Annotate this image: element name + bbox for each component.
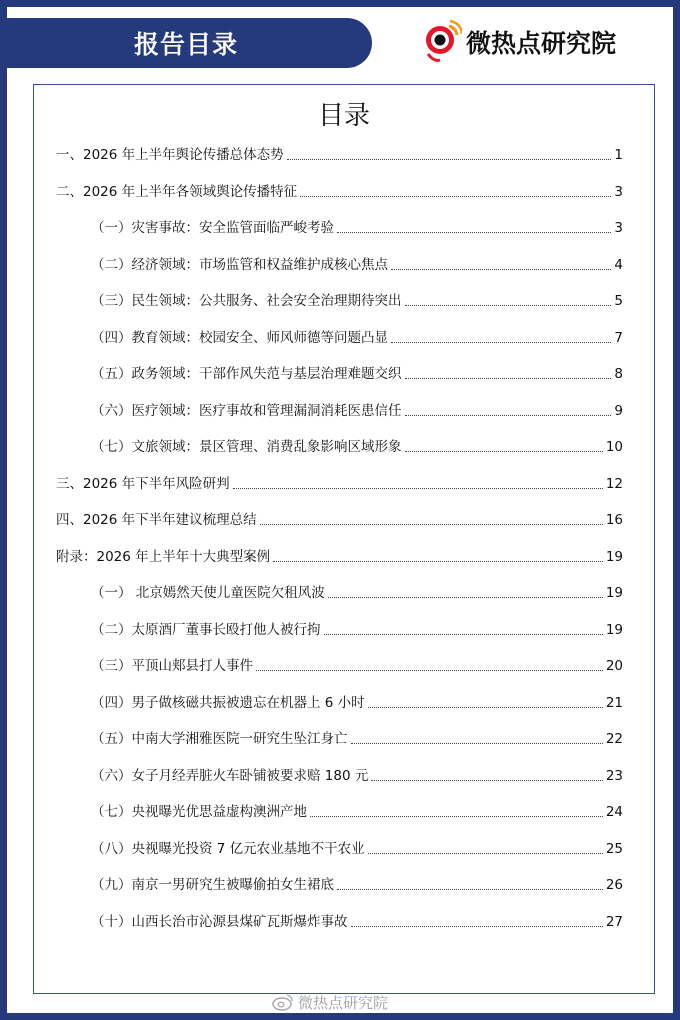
- toc-entry-label: （五）政务领域：干部作风失范与基层治理难题交织: [91, 366, 402, 382]
- toc-entry-page: 3: [614, 220, 623, 236]
- toc-leader-dots: [233, 488, 603, 489]
- toc-entry[interactable]: [91, 729, 623, 749]
- toc-entry[interactable]: [91, 766, 623, 786]
- header-tab: [0, 18, 372, 68]
- toc-entry[interactable]: [56, 474, 623, 494]
- toc-entry-page: 20: [605, 658, 623, 674]
- toc-entry-page: 10: [605, 439, 623, 455]
- toc-entry-page: 19: [605, 621, 623, 638]
- toc-entry-page: 9: [614, 402, 623, 419]
- header-title: 报告目录: [133, 30, 238, 59]
- toc-entry-label: （五）中南大学湘雅医院一研究生坠江身亡: [91, 731, 348, 747]
- toc-leader-dots: [391, 342, 611, 343]
- toc-leader-dots: [368, 707, 603, 708]
- watermark-text: 微热点研究院: [298, 993, 389, 1012]
- toc-entry-label: （三）平顶山郏县打人事件: [91, 658, 253, 674]
- toc-entry-label: 四、2026 年下半年建议梳理总结: [56, 512, 257, 528]
- toc-entry[interactable]: [56, 547, 623, 567]
- toc-entry-label: （一） 北京嫣然天使儿童医院欠租风波: [91, 585, 325, 601]
- toc-leader-dots: [324, 634, 603, 635]
- toc-entry-label: （四）教育领域：校园安全、师风师德等问题凸显: [91, 329, 388, 346]
- toc-leader-dots: [287, 159, 612, 160]
- toc-entry[interactable]: [56, 145, 623, 165]
- toc-leader-dots: [405, 305, 612, 306]
- toc-leader-dots: [337, 889, 603, 890]
- toc-entry-page: 8: [614, 366, 623, 382]
- toc-leader-dots: [328, 597, 603, 598]
- toc-entry-label: （四）男子做核磁共振被遗忘在机器上 6 小时: [91, 694, 365, 711]
- toc-entry-page: 19: [605, 548, 623, 565]
- watermark: [272, 990, 388, 1014]
- toc-entry-label: （九）南京一男研究生被曝偷拍女生裙底: [91, 877, 334, 893]
- toc-entry[interactable]: [91, 656, 623, 676]
- toc-entry[interactable]: [91, 839, 623, 859]
- toc-entry-page: 19: [605, 585, 623, 601]
- toc-entry-label: （二）经济领域：市场监管和权益维护成核心焦点: [91, 256, 388, 273]
- toc-entry[interactable]: [91, 620, 623, 640]
- toc-entry-label: 二、2026 年上半年各领域舆论传播特征: [56, 183, 298, 200]
- toc-entry-page: 1: [614, 147, 623, 163]
- weibo-eye-logo-icon: [422, 20, 462, 64]
- toc-entry-label: （七）央视曝光优思益虚构澳洲产地: [91, 804, 307, 820]
- toc-leader-dots: [405, 378, 612, 379]
- toc-entry-label: 一、2026 年上半年舆论传播总体态势: [56, 147, 284, 163]
- toc-entry-page: 21: [605, 694, 623, 711]
- toc-entry-page: 5: [614, 293, 623, 309]
- brand-name: 微热点研究院: [466, 29, 617, 58]
- brand: [422, 20, 616, 64]
- toc-entry[interactable]: [91, 802, 623, 822]
- toc-panel: [33, 84, 655, 994]
- toc-leader-dots: [405, 415, 612, 416]
- toc-entry-label: （六）女子月经弄脏火车卧铺被要求赔 180 元: [91, 767, 369, 784]
- toc-entry-page: 22: [605, 731, 623, 747]
- toc-entry-page: 4: [614, 256, 623, 273]
- toc-entry[interactable]: [91, 583, 623, 603]
- toc-entry-page: 24: [605, 804, 623, 820]
- toc-entry-page: 27: [605, 913, 623, 930]
- toc-entry[interactable]: [91, 401, 623, 421]
- toc-entry-page: 16: [605, 512, 623, 528]
- toc-entry-page: 3: [614, 183, 623, 200]
- toc-entry-label: 附录：2026 年上半年十大典型案例: [56, 548, 271, 565]
- toc-entry[interactable]: [91, 364, 623, 384]
- toc-entry-page: 25: [605, 840, 623, 857]
- toc-entry-label: （七）文旅领域：景区管理、消费乱象影响区域形象: [91, 439, 402, 455]
- toc-entry-page: 23: [605, 767, 623, 784]
- toc-entry[interactable]: [56, 510, 623, 530]
- toc-leader-dots: [310, 816, 603, 817]
- toc-leader-dots: [405, 451, 603, 452]
- toc-leader-dots: [351, 743, 603, 744]
- toc-leader-dots: [256, 670, 603, 671]
- toc-entry-label: （一）灾害事故：安全监管面临严峻考验: [91, 220, 334, 236]
- toc-entry-label: 三、2026 年下半年风险研判: [56, 475, 230, 492]
- toc-leader-dots: [337, 232, 611, 233]
- toc-leader-dots: [371, 780, 602, 781]
- toc-leader-dots: [260, 524, 603, 525]
- toc-leader-dots: [391, 269, 611, 270]
- toc-entry-page: 12: [605, 475, 623, 492]
- toc-leader-dots: [300, 196, 611, 197]
- toc-entry[interactable]: [91, 291, 623, 311]
- toc-entry-label: （十）山西长治市沁源县煤矿瓦斯爆炸事故: [91, 913, 348, 930]
- weibo-watermark-icon: [272, 993, 294, 1011]
- toc-entry[interactable]: [91, 912, 623, 932]
- toc-entry[interactable]: [91, 437, 623, 457]
- toc-title: 目录: [317, 101, 370, 131]
- toc-entry-label: （三）民生领域：公共服务、社会安全治理期待突出: [91, 293, 402, 309]
- toc-leader-dots: [368, 853, 603, 854]
- toc-entry[interactable]: [91, 255, 623, 275]
- toc-entry[interactable]: [56, 182, 623, 202]
- toc-entry[interactable]: [91, 693, 623, 713]
- toc-entry-page: 7: [614, 329, 623, 346]
- toc-entry-label: （八）央视曝光投资 7 亿元农业基地不干农业: [91, 840, 365, 857]
- toc-entry-label: （六）医疗领域：医疗事故和管理漏洞消耗医患信任: [91, 402, 402, 419]
- toc-entry-label: （二）太原酒厂董事长殴打他人被行拘: [91, 621, 321, 638]
- toc-entry[interactable]: [91, 875, 623, 895]
- toc-entry-page: 26: [605, 877, 623, 893]
- toc-entry[interactable]: [91, 328, 623, 348]
- toc-leader-dots: [351, 926, 603, 927]
- toc-entry[interactable]: [91, 218, 623, 238]
- toc-leader-dots: [273, 561, 603, 562]
